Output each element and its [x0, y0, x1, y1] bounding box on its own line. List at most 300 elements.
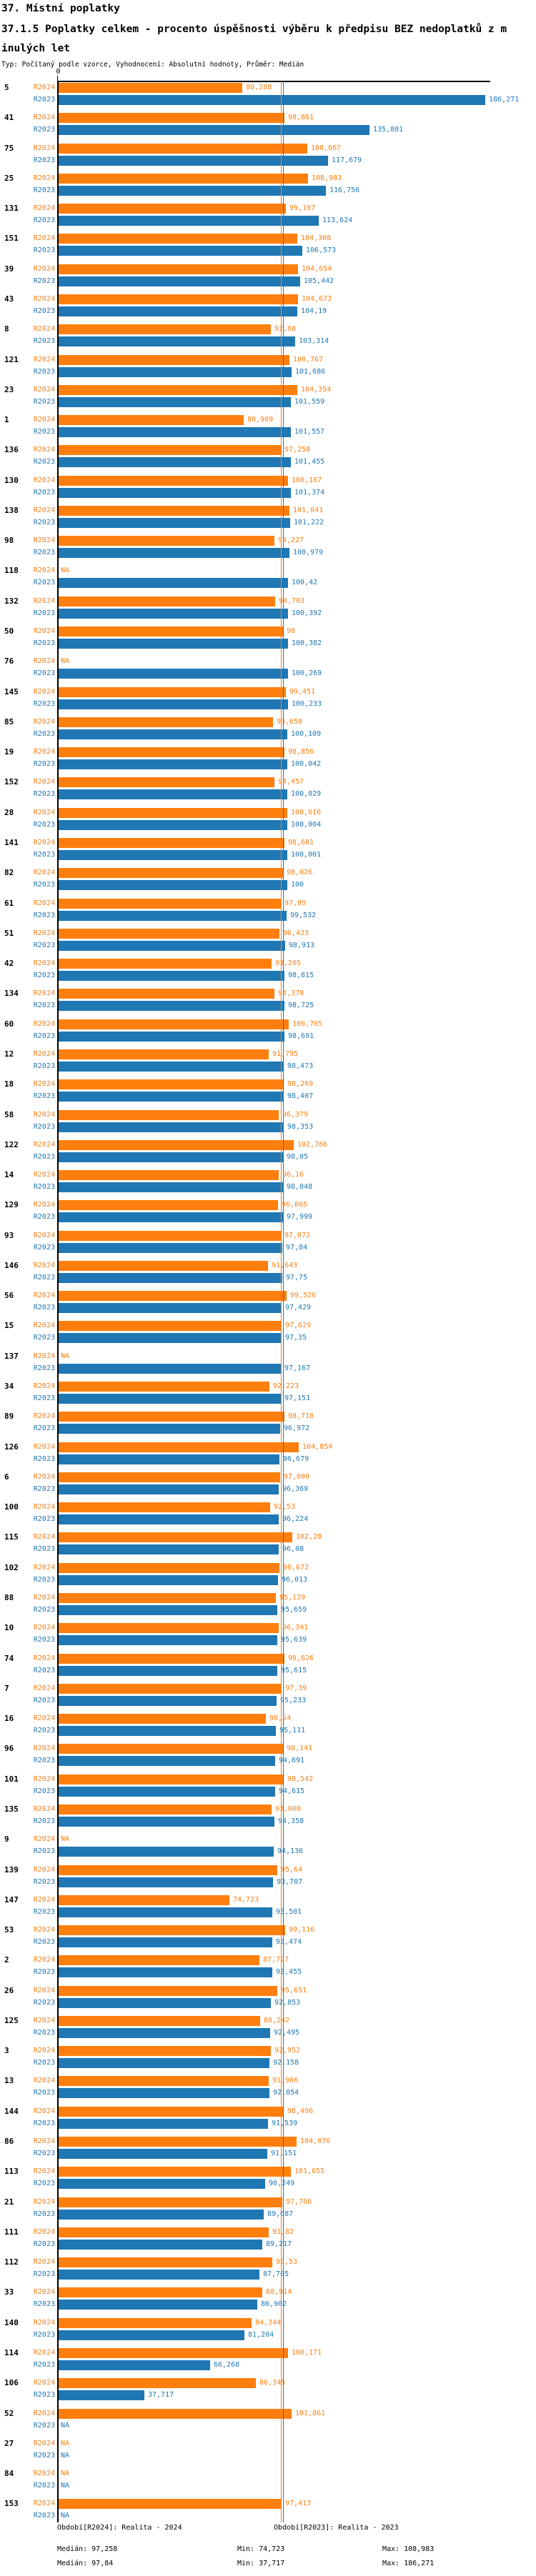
row-id: 100 — [4, 1502, 19, 1512]
bar-r2023 — [58, 2058, 269, 2068]
bar-r2023 — [58, 971, 284, 981]
series-label-r2024: R2024 — [33, 1775, 55, 1783]
series-label-r2023: R2023 — [33, 2150, 55, 2157]
bar-r2023 — [58, 1394, 281, 1404]
value-label-r2024: 98,718 — [288, 1412, 314, 1420]
bar-r2023 — [58, 518, 290, 528]
series-label-r2024: R2024 — [33, 597, 55, 605]
row-id: 88 — [4, 1593, 14, 1602]
row-id: 21 — [4, 2197, 14, 2207]
series-label-r2023: R2023 — [33, 972, 55, 979]
value-label-r2024: 93,008 — [275, 1805, 302, 1813]
series-label-r2023: R2023 — [33, 1334, 55, 1342]
value-label-r2023: 94,358 — [278, 1817, 304, 1825]
series-label-r2024: R2024 — [33, 627, 55, 635]
bar-r2023 — [58, 699, 288, 709]
row-id: 86 — [4, 2137, 14, 2146]
series-label-r2023: R2023 — [33, 1183, 55, 1191]
series-label-r2024: R2024 — [33, 1020, 55, 1028]
legend-r2024-median: Medián: 97,258 — [57, 2545, 118, 2553]
series-label-r2023: R2023 — [33, 458, 55, 466]
value-label-r2023: 93,455 — [276, 1968, 302, 1976]
value-label-r2023: 98,815 — [288, 972, 314, 979]
bar-r2024 — [58, 2167, 291, 2177]
row-id: 140 — [4, 2318, 19, 2327]
value-label-r2024: 100,167 — [292, 476, 322, 484]
bar-r2024 — [58, 294, 298, 304]
series-label-r2024: R2024 — [33, 1201, 55, 1209]
row-id: 3 — [4, 2046, 9, 2055]
bar-r2023 — [58, 639, 288, 649]
value-na-r2024: NA — [61, 2470, 70, 2477]
value-label-r2024: 95,129 — [279, 1594, 306, 1602]
value-label-r2023: 92,495 — [274, 2029, 300, 2037]
row-id: 25 — [4, 174, 14, 183]
value-label-r2023: 95,233 — [280, 1697, 307, 1704]
bar-r2024 — [58, 1019, 289, 1029]
bar-r2024 — [58, 1110, 279, 1120]
value-label-r2023: 117,679 — [332, 156, 362, 164]
series-label-r2023: R2023 — [33, 489, 55, 496]
row-id: 146 — [4, 1261, 19, 1270]
value-label-r2024: 90,54 — [269, 1714, 292, 1722]
row-id: 122 — [4, 1140, 19, 1149]
bar-r2024 — [58, 2016, 260, 2026]
series-label-r2024: R2024 — [33, 809, 55, 817]
bar-r2024 — [58, 324, 271, 334]
bar-r2023 — [58, 1454, 279, 1464]
value-label-r2024: 97,258 — [284, 446, 311, 454]
value-label-r2024: 108,983 — [312, 174, 342, 182]
value-label-r2023: 103,314 — [299, 337, 329, 345]
series-label-r2023: R2023 — [33, 1424, 55, 1432]
series-label-r2024: R2024 — [33, 1473, 55, 1481]
bar-r2024 — [58, 113, 284, 123]
bar-r2024 — [58, 1412, 284, 1422]
series-label-r2023: R2023 — [33, 2482, 55, 2490]
row-id: 53 — [4, 1925, 14, 1935]
row-id: 115 — [4, 1532, 19, 1542]
value-label-r2024: 97,766 — [286, 2198, 312, 2206]
value-na-r2024: NA — [61, 1352, 70, 1360]
legend-r2023-median: Medián: 97,84 — [57, 2560, 114, 2567]
series-label-r2024: R2024 — [33, 839, 55, 847]
bar-r2023 — [58, 125, 369, 135]
series-label-r2024: R2024 — [33, 1262, 55, 1269]
value-label-r2024: 98,269 — [287, 1080, 314, 1088]
series-label-r2023: R2023 — [33, 246, 55, 254]
value-na-r2023: NA — [61, 2452, 70, 2460]
value-label-r2023: 89,687 — [267, 2210, 294, 2218]
series-label-r2023: R2023 — [33, 1153, 55, 1161]
value-label-r2023: 113,624 — [322, 216, 353, 224]
value-label-r2023: 98,473 — [287, 1062, 314, 1070]
value-label-r2024: 96,672 — [283, 1564, 309, 1572]
value-label-r2023: 97,429 — [285, 1304, 312, 1312]
bar-r2024 — [58, 476, 288, 486]
series-label-r2023: R2023 — [33, 1304, 55, 1312]
series-label-r2023: R2023 — [33, 1968, 55, 1976]
value-label-r2023: 94,136 — [277, 1847, 304, 1855]
row-id: 42 — [4, 959, 14, 968]
legend-r2024-min: Min: 74,723 — [237, 2545, 285, 2553]
row-id: 93 — [4, 1231, 14, 1240]
value-label-r2023: 94,691 — [279, 1757, 305, 1764]
series-label-r2024: R2024 — [33, 295, 55, 303]
series-label-r2023: R2023 — [33, 2422, 55, 2430]
bar-r2023 — [58, 427, 291, 437]
value-label-r2024: 97,39 — [285, 1684, 307, 1692]
value-label-r2024: 102,766 — [297, 1141, 328, 1149]
series-label-r2023: R2023 — [33, 1002, 55, 1009]
bar-r2023 — [58, 488, 291, 498]
legend-r2023-max: Max: 186,271 — [382, 2560, 435, 2567]
row-id: 102 — [4, 1563, 19, 1572]
bar-r2024 — [58, 2227, 269, 2237]
row-id: 27 — [4, 2439, 14, 2448]
bar-r2024 — [58, 596, 275, 606]
bar-r2024 — [58, 2348, 288, 2358]
row-id: 118 — [4, 566, 19, 575]
series-label-r2023: R2023 — [33, 1545, 55, 1553]
value-label-r2023: 37,717 — [148, 2391, 174, 2399]
series-label-r2023: R2023 — [33, 2120, 55, 2127]
row-id: 145 — [4, 687, 19, 697]
bar-r2023 — [58, 1635, 277, 1645]
bar-r2023 — [58, 2179, 265, 2189]
bar-r2023 — [58, 457, 291, 467]
bar-r2023 — [58, 1937, 272, 1947]
series-label-r2023: R2023 — [33, 1999, 55, 2007]
series-label-r2024: R2024 — [33, 929, 55, 937]
series-label-r2024: R2024 — [33, 174, 55, 182]
row-id: 10 — [4, 1623, 14, 1632]
bar-r2024 — [58, 2499, 282, 2509]
row-id: 75 — [4, 144, 14, 153]
value-label-r2024: 100,016 — [291, 809, 322, 817]
value-label-r2024: 108,667 — [311, 144, 342, 152]
series-label-r2024: R2024 — [33, 566, 55, 574]
bar-r2024 — [58, 2197, 282, 2207]
bar-r2024 — [58, 929, 279, 939]
value-label-r2023: 87,705 — [263, 2270, 289, 2278]
series-label-r2023: R2023 — [33, 1394, 55, 1402]
value-label-r2024: 98,026 — [287, 869, 313, 877]
bar-r2023 — [58, 578, 288, 588]
row-id: 2 — [4, 1955, 9, 1965]
bar-r2024 — [58, 445, 281, 455]
bar-r2023 — [58, 1062, 284, 1072]
bar-r2023 — [58, 306, 297, 316]
bar-r2024 — [58, 2409, 292, 2419]
value-label-r2023: 105,442 — [304, 277, 334, 285]
bar-r2023 — [58, 1514, 279, 1524]
bar-r2023 — [58, 820, 287, 830]
bar-r2023 — [58, 336, 295, 346]
bar-r2024 — [58, 777, 274, 787]
series-label-r2023: R2023 — [33, 398, 55, 406]
bar-r2024 — [58, 808, 287, 818]
value-label-r2023: 95,659 — [281, 1606, 307, 1614]
row-id: 58 — [4, 1110, 14, 1119]
value-label-r2023: 100,001 — [291, 851, 322, 859]
row-id: 61 — [4, 899, 14, 908]
series-label-r2024: R2024 — [33, 386, 55, 394]
bar-r2024 — [58, 1623, 279, 1633]
value-label-r2024: 104,654 — [302, 265, 332, 273]
series-label-r2024: R2024 — [33, 2349, 55, 2357]
series-label-r2024: R2024 — [33, 1564, 55, 1572]
bar-r2024 — [58, 1925, 285, 1935]
value-label-r2023: 101,374 — [294, 489, 325, 496]
value-label-r2024: 99,451 — [289, 688, 316, 696]
series-label-r2024: R2024 — [33, 234, 55, 242]
bar-r2023 — [58, 1001, 284, 1011]
row-id: 131 — [4, 204, 19, 213]
value-label-r2024: 98,496 — [287, 2107, 314, 2115]
series-label-r2024: R2024 — [33, 144, 55, 152]
value-label-r2024: 104,854 — [302, 1443, 333, 1451]
value-label-r2023: 93,474 — [276, 1938, 302, 1946]
row-id: 33 — [4, 2287, 14, 2297]
legend-r2023-min: Min: 37,717 — [237, 2560, 285, 2567]
bar-r2023 — [58, 1847, 274, 1857]
bar-r2023 — [58, 789, 287, 799]
series-label-r2023: R2023 — [33, 1213, 55, 1221]
bar-r2023 — [58, 1092, 284, 1102]
bar-r2023 — [58, 1152, 283, 1162]
series-label-r2024: R2024 — [33, 1050, 55, 1058]
series-label-r2023: R2023 — [33, 2270, 55, 2278]
x-axis-origin-label: 0 — [56, 68, 61, 76]
value-label-r2024: 104,354 — [301, 386, 332, 394]
bar-r2024 — [58, 144, 307, 154]
row-id: 96 — [4, 1744, 14, 1753]
value-label-r2023: 135,801 — [373, 126, 404, 134]
value-label-r2023: 98,407 — [287, 1092, 314, 1100]
value-label-r2023: 66,268 — [214, 2361, 240, 2369]
series-label-r2024: R2024 — [33, 2379, 55, 2387]
bar-r2024 — [58, 959, 272, 969]
value-label-r2024: 87,727 — [263, 1956, 289, 1964]
series-label-r2024: R2024 — [33, 657, 55, 665]
bar-r2024 — [58, 1321, 282, 1331]
row-id: 114 — [4, 2348, 19, 2357]
series-label-r2024: R2024 — [33, 84, 55, 91]
bar-r2023 — [58, 1484, 279, 1494]
series-label-r2023: R2023 — [33, 1636, 55, 1644]
value-label-r2024: 91,795 — [272, 1050, 299, 1058]
value-label-r2023: 99,532 — [290, 912, 317, 919]
series-label-r2023: R2023 — [33, 368, 55, 376]
row-id: 8 — [4, 324, 9, 334]
row-id: 26 — [4, 1986, 14, 1995]
bar-r2024 — [58, 717, 273, 727]
row-id: 113 — [4, 2167, 19, 2176]
value-label-r2023: 96,224 — [282, 1515, 309, 1523]
value-label-r2023: 95,111 — [279, 1727, 306, 1734]
bar-r2023 — [58, 1243, 282, 1253]
series-label-r2024: R2024 — [33, 1382, 55, 1390]
legend-series-r2023: Období[R2023]: Realita - 2023 — [274, 2524, 399, 2532]
bar-r2024 — [58, 1261, 268, 1271]
value-label-r2023: 101,222 — [294, 519, 324, 526]
bar-r2024 — [58, 2378, 256, 2388]
value-label-r2023: 95,639 — [281, 1636, 307, 1644]
value-label-r2024: 104,308 — [301, 234, 332, 242]
value-label-r2023: 100,029 — [291, 790, 322, 798]
bar-r2023 — [58, 609, 288, 619]
bar-r2024 — [58, 415, 244, 425]
series-label-r2023: R2023 — [33, 2512, 55, 2520]
series-label-r2023: R2023 — [33, 1515, 55, 1523]
series-label-r2024: R2024 — [33, 446, 55, 454]
row-id: 85 — [4, 717, 14, 727]
bar-r2024 — [58, 1532, 292, 1542]
series-label-r2024: R2024 — [33, 1322, 55, 1329]
series-label-r2023: R2023 — [33, 428, 55, 436]
value-label-r2024: 97,413 — [285, 2500, 312, 2507]
bar-r2023 — [58, 850, 287, 860]
row-id: 12 — [4, 1049, 14, 1059]
row-id: 23 — [4, 385, 14, 394]
series-label-r2023: R2023 — [33, 2361, 55, 2369]
value-label-r2024: 98,861 — [288, 114, 314, 121]
legend-series-r2024: Období[R2024]: Realita - 2024 — [57, 2524, 182, 2532]
value-label-r2023: 91,539 — [272, 2120, 298, 2127]
series-label-r2023: R2023 — [33, 700, 55, 708]
series-label-r2023: R2023 — [33, 277, 55, 285]
bar-r2023 — [58, 1877, 273, 1887]
bar-r2024 — [58, 2137, 297, 2147]
series-label-r2023: R2023 — [33, 1908, 55, 1916]
bar-r2024 — [58, 385, 297, 395]
series-label-r2024: R2024 — [33, 989, 55, 997]
series-label-r2024: R2024 — [33, 506, 55, 514]
series-label-r2024: R2024 — [33, 1111, 55, 1119]
value-label-r2024: 92,53 — [274, 1503, 296, 1511]
value-label-r2023: 100,392 — [292, 609, 322, 617]
series-label-r2023: R2023 — [33, 1757, 55, 1764]
value-label-r2024: 99,526 — [290, 1292, 317, 1299]
bar-r2024 — [58, 1895, 229, 1905]
value-label-r2023: 97,151 — [284, 1394, 311, 1402]
value-label-r2023: 116,756 — [329, 186, 360, 194]
bar-r2024 — [58, 1502, 270, 1512]
series-label-r2023: R2023 — [33, 549, 55, 556]
series-label-r2024: R2024 — [33, 2017, 55, 2025]
value-label-r2023: 98,05 — [287, 1153, 309, 1161]
series-label-r2023: R2023 — [33, 2452, 55, 2460]
bar-r2023 — [58, 1333, 282, 1343]
bar-r2023 — [58, 2149, 267, 2159]
bar-r2023 — [58, 1303, 282, 1313]
bar-r2023 — [58, 1787, 275, 1797]
series-label-r2023: R2023 — [33, 337, 55, 345]
series-label-r2024: R2024 — [33, 1594, 55, 1602]
series-label-r2024: R2024 — [33, 114, 55, 121]
bar-r2023 — [58, 95, 485, 105]
series-label-r2023: R2023 — [33, 1727, 55, 1734]
bar-r2024 — [58, 1200, 278, 1210]
value-label-r2024: 98 — [287, 627, 296, 635]
series-label-r2023: R2023 — [33, 1787, 55, 1795]
bar-r2024 — [58, 1140, 294, 1150]
value-label-r2023: 96,972 — [284, 1424, 310, 1432]
bar-r2024 — [58, 506, 289, 516]
value-label-r2024: 101,861 — [295, 2410, 326, 2417]
series-label-r2023: R2023 — [33, 669, 55, 677]
series-label-r2024: R2024 — [33, 1896, 55, 1904]
value-label-r2024: 94,378 — [278, 989, 304, 997]
value-label-r2023: 100,269 — [292, 669, 322, 677]
value-label-r2023: 97,35 — [285, 1334, 307, 1342]
bar-r2024 — [58, 174, 308, 184]
series-label-r2023: R2023 — [33, 216, 55, 224]
series-label-r2024: R2024 — [33, 1956, 55, 1964]
value-label-r2023: 100,382 — [292, 639, 322, 647]
bar-r2023 — [58, 1544, 279, 1554]
series-label-r2023: R2023 — [33, 2059, 55, 2067]
value-label-r2024: 96,065 — [282, 1201, 308, 1209]
row-id: 138 — [4, 506, 19, 515]
bar-r2024 — [58, 1684, 282, 1694]
series-label-r2023: R2023 — [33, 821, 55, 829]
value-label-r2024: 92,952 — [274, 2047, 301, 2055]
bar-r2024 — [58, 2318, 252, 2328]
row-id: 121 — [4, 355, 19, 364]
series-label-r2024: R2024 — [33, 1805, 55, 1813]
bar-r2023 — [58, 2240, 262, 2250]
series-label-r2023: R2023 — [33, 2089, 55, 2097]
bar-r2023 — [58, 1182, 283, 1192]
series-label-r2024: R2024 — [33, 1352, 55, 1360]
bar-r2024 — [58, 1865, 277, 1875]
row-id: 56 — [4, 1291, 14, 1300]
series-label-r2023: R2023 — [33, 1817, 55, 1825]
value-label-r2024: 95,651 — [281, 1987, 307, 1995]
series-label-r2023: R2023 — [33, 609, 55, 617]
bar-r2023 — [58, 2210, 264, 2220]
value-label-r2023: 92,853 — [274, 1999, 301, 2007]
series-label-r2024: R2024 — [33, 2047, 55, 2055]
series-label-r2024: R2024 — [33, 2410, 55, 2417]
bar-r2024 — [58, 2287, 262, 2297]
series-label-r2024: R2024 — [33, 1926, 55, 1934]
value-label-r2023: 186,271 — [489, 96, 520, 104]
bar-r2023 — [58, 2360, 210, 2370]
x-axis-line — [57, 81, 490, 82]
series-label-r2024: R2024 — [33, 1684, 55, 1692]
value-label-r2023: 98,913 — [289, 942, 315, 949]
value-label-r2024: 99,116 — [289, 1926, 315, 1934]
series-label-r2024: R2024 — [33, 536, 55, 544]
bar-r2024 — [58, 1291, 287, 1301]
value-label-r2023: 98,048 — [287, 1183, 313, 1191]
row-id: 152 — [4, 777, 19, 787]
row-id: 135 — [4, 1804, 19, 1814]
bar-r2023 — [58, 397, 291, 407]
series-label-r2023: R2023 — [33, 2029, 55, 2037]
bar-r2023 — [58, 1212, 283, 1222]
bar-r2024 — [58, 2046, 271, 2056]
value-label-r2023: 106,573 — [306, 246, 337, 254]
bar-r2024 — [58, 1955, 259, 1965]
value-label-r2023: 86,902 — [261, 2300, 287, 2308]
value-label-r2024: 74,723 — [233, 1896, 259, 1904]
bar-r2023 — [58, 2088, 269, 2098]
series-label-r2024: R2024 — [33, 1171, 55, 1179]
